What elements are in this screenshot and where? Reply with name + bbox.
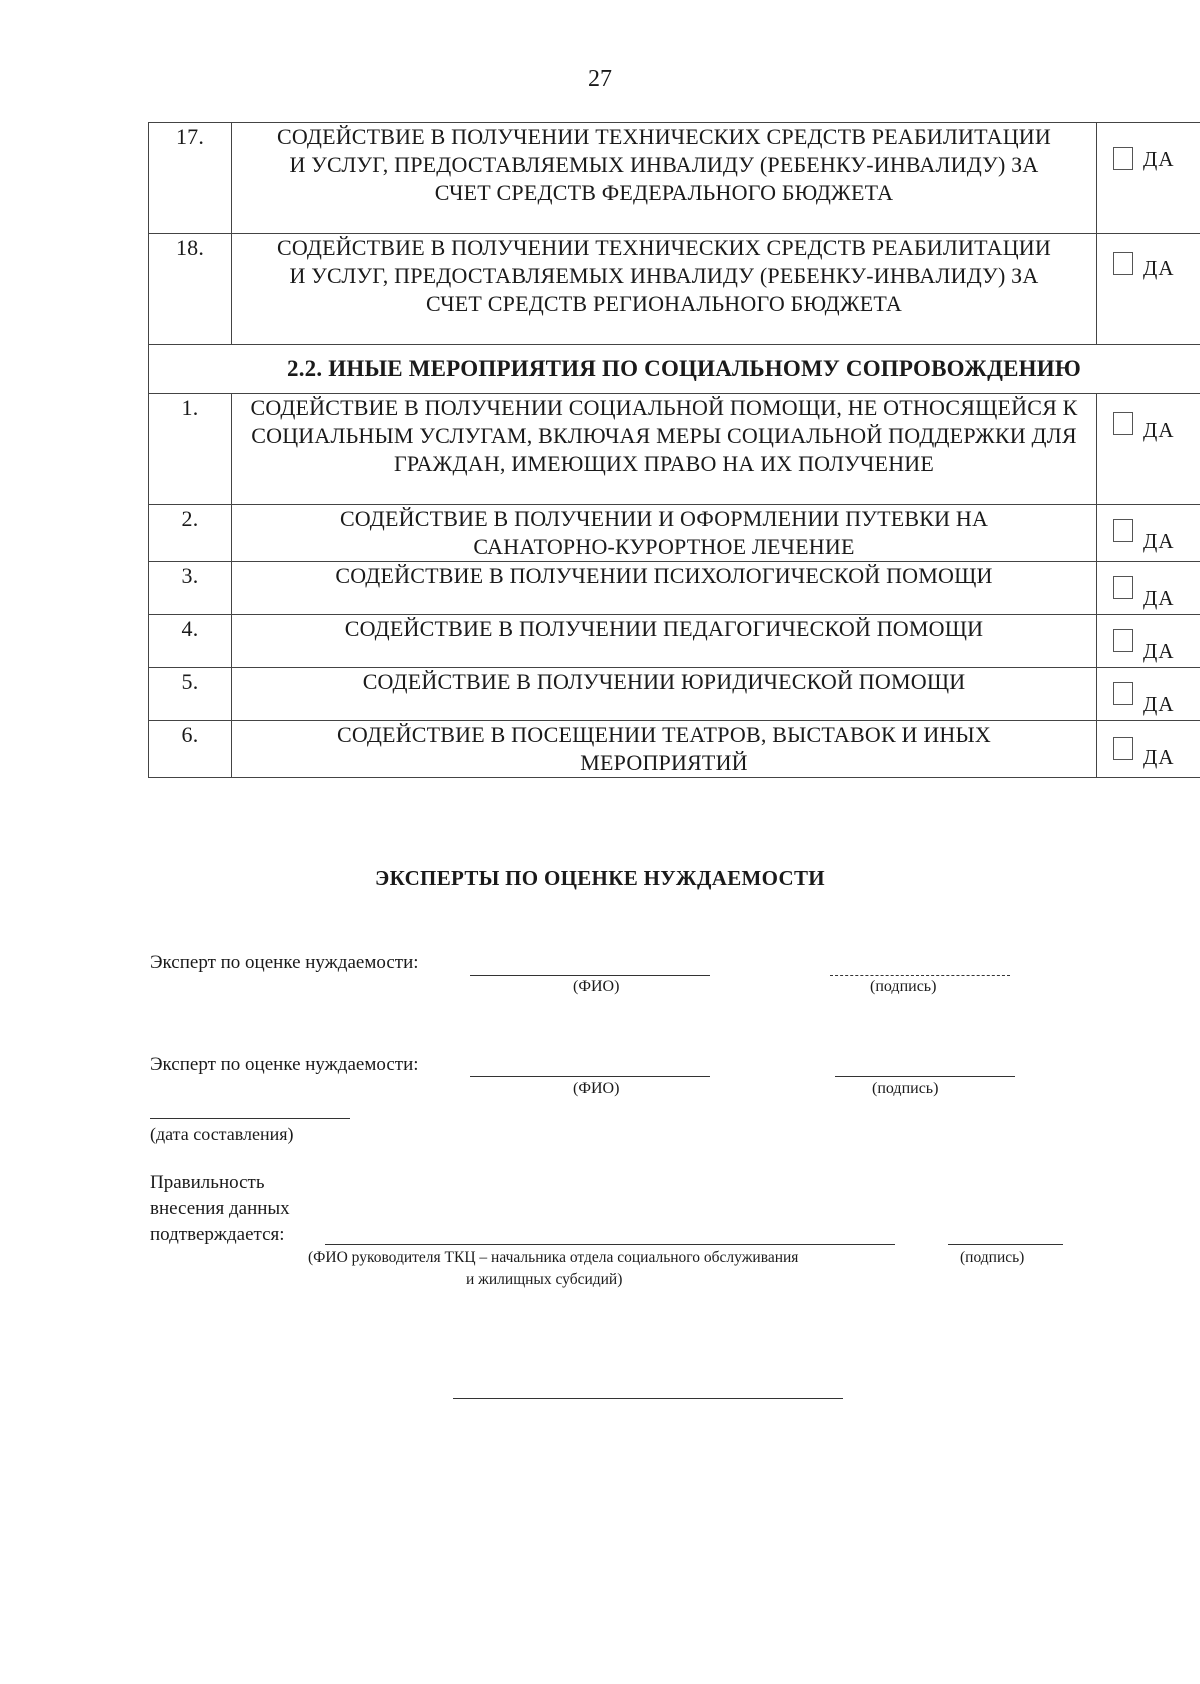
checkbox-cell — [1097, 394, 1200, 505]
checkbox[interactable] — [1113, 147, 1133, 170]
checkbox-label: ДА — [1143, 418, 1175, 442]
row-number: 1. — [149, 394, 232, 505]
checkbox-cell — [1097, 668, 1200, 721]
expert1-fio-caption: (ФИО) — [573, 978, 620, 995]
section-title: 2.2. ИНЫЕ МЕРОПРИЯТИЯ ПО СОЦИАЛЬНОМУ СОПРОВОЖДЕНИЮ — [149, 345, 1200, 394]
date-caption: (дата составления) — [150, 1124, 294, 1144]
checkbox-cell — [1097, 562, 1200, 615]
checkbox-cell — [1097, 505, 1200, 562]
row-text: СОДЕЙСТВИЕ В ПОЛУЧЕНИИ ЮРИДИЧЕСКОЙ ПОМОЩИ — [232, 668, 1097, 721]
row-text: СОДЕЙСТВИЕ В ПОЛУЧЕНИИ СОЦИАЛЬНОЙ ПОМОЩИ, НЕ ОТНОСЯЩЕЙСЯ К СОЦИАЛЬНЫМ УСЛУГАМ, ВКЛЮЧАЯ МЕРЫ СОЦИАЛЬНОЙ ПОДДЕРЖКИ ДЛЯ ГРАЖДАН, ИМЕЮЩИХ ПРАВО НА ИХ ПОЛУЧЕНИЕ — [232, 394, 1097, 505]
head-signature-caption: (подпись) — [960, 1249, 1025, 1266]
row-number: 4. — [149, 615, 232, 668]
checkbox[interactable] — [1113, 682, 1133, 705]
table-row — [149, 562, 1200, 615]
table-row — [149, 721, 1200, 778]
checkbox-label: ДА — [1143, 147, 1175, 171]
table-row — [149, 505, 1200, 562]
expert1-signature-line[interactable] — [830, 975, 1010, 976]
expert1-signature-caption: (подпись) — [870, 978, 937, 995]
row-number: 2. — [149, 505, 232, 562]
table-row — [149, 123, 1200, 234]
checkbox[interactable] — [1113, 629, 1133, 652]
checkbox[interactable] — [1113, 737, 1133, 760]
row-number: 6. — [149, 721, 232, 778]
expert2-signature-line[interactable] — [835, 1076, 1015, 1077]
table-row — [149, 615, 1200, 668]
confirm-line-1: Правильность — [150, 1172, 265, 1193]
checkbox-cell — [1097, 721, 1200, 778]
expert2-fio-caption: (ФИО) — [573, 1080, 620, 1097]
closing-divider — [453, 1398, 843, 1399]
checkbox-label: ДА — [1143, 745, 1175, 769]
row-number: 18. — [149, 234, 232, 345]
page-number: 27 — [588, 66, 612, 92]
confirm-line-2: внесения данных — [150, 1198, 290, 1219]
date-line[interactable] — [150, 1118, 350, 1119]
checkbox-label: ДА — [1143, 692, 1175, 716]
expert2-fio-line[interactable] — [470, 1076, 710, 1077]
services-table — [148, 122, 1200, 778]
checkbox-cell — [1097, 123, 1200, 234]
expert1-label: Эксперт по оценке нуждаемости: — [150, 952, 419, 973]
row-text: СОДЕЙСТВИЕ В ПОЛУЧЕНИИ ПЕДАГОГИЧЕСКОЙ ПОМОЩИ — [232, 615, 1097, 668]
expert2-signature-caption: (подпись) — [872, 1080, 939, 1097]
row-text: СОДЕЙСТВИЕ В ПОЛУЧЕНИИ И ОФОРМЛЕНИИ ПУТЕВКИ НА САНАТОРНО-КУРОРТНОЕ ЛЕЧЕНИЕ — [232, 505, 1097, 562]
row-text: СОДЕЙСТВИЕ В ПОСЕЩЕНИИ ТЕАТРОВ, ВЫСТАВОК И ИНЫХ МЕРОПРИЯТИЙ — [232, 721, 1097, 778]
row-number: 5. — [149, 668, 232, 721]
row-text: СОДЕЙСТВИЕ В ПОЛУЧЕНИИ ПСИХОЛОГИЧЕСКОЙ ПОМОЩИ — [232, 562, 1097, 615]
section-row — [149, 345, 1200, 394]
experts-heading: ЭКСПЕРТЫ ПО ОЦЕНКЕ НУЖДАЕМОСТИ — [375, 866, 825, 890]
row-text: СОДЕЙСТВИЕ В ПОЛУЧЕНИИ ТЕХНИЧЕСКИХ СРЕДСТВ РЕАБИЛИТАЦИИ И УСЛУГ, ПРЕДОСТАВЛЯЕМЫХ ИНВАЛИДУ (РЕБЕНКУ-ИНВАЛИДУ) ЗА СЧЕТ СРЕДСТВ ФЕДЕРАЛЬНОГО БЮДЖЕТА — [232, 123, 1097, 234]
checkbox[interactable] — [1113, 576, 1133, 599]
checkbox-label: ДА — [1143, 639, 1175, 663]
checkbox-cell — [1097, 615, 1200, 668]
checkbox-label: ДА — [1143, 586, 1175, 610]
head-caption-line-2: и жилищных субсидий) — [466, 1271, 623, 1288]
table-row — [149, 234, 1200, 345]
table-row — [149, 394, 1200, 505]
row-number: 17. — [149, 123, 232, 234]
head-signature-line[interactable] — [948, 1244, 1063, 1245]
row-text: СОДЕЙСТВИЕ В ПОЛУЧЕНИИ ТЕХНИЧЕСКИХ СРЕДСТВ РЕАБИЛИТАЦИИ И УСЛУГ, ПРЕДОСТАВЛЯЕМЫХ ИНВАЛИДУ (РЕБЕНКУ-ИНВАЛИДУ) ЗА СЧЕТ СРЕДСТВ РЕГИОНАЛЬНОГО БЮДЖЕТА — [232, 234, 1097, 345]
checkbox[interactable] — [1113, 412, 1133, 435]
checkbox-label: ДА — [1143, 529, 1175, 553]
expert2-label: Эксперт по оценке нуждаемости: — [150, 1054, 419, 1075]
checkbox[interactable] — [1113, 252, 1133, 275]
confirm-line-3: подтверждается: — [150, 1224, 285, 1245]
checkbox[interactable] — [1113, 519, 1133, 542]
checkbox-cell — [1097, 234, 1200, 345]
row-number: 3. — [149, 562, 232, 615]
expert1-fio-line[interactable] — [470, 975, 710, 976]
head-caption-line-1: (ФИО руководителя ТКЦ – начальника отдела социального обслуживания — [308, 1249, 799, 1266]
head-fio-line[interactable] — [325, 1244, 895, 1245]
table-row — [149, 668, 1200, 721]
checkbox-label: ДА — [1143, 256, 1175, 280]
